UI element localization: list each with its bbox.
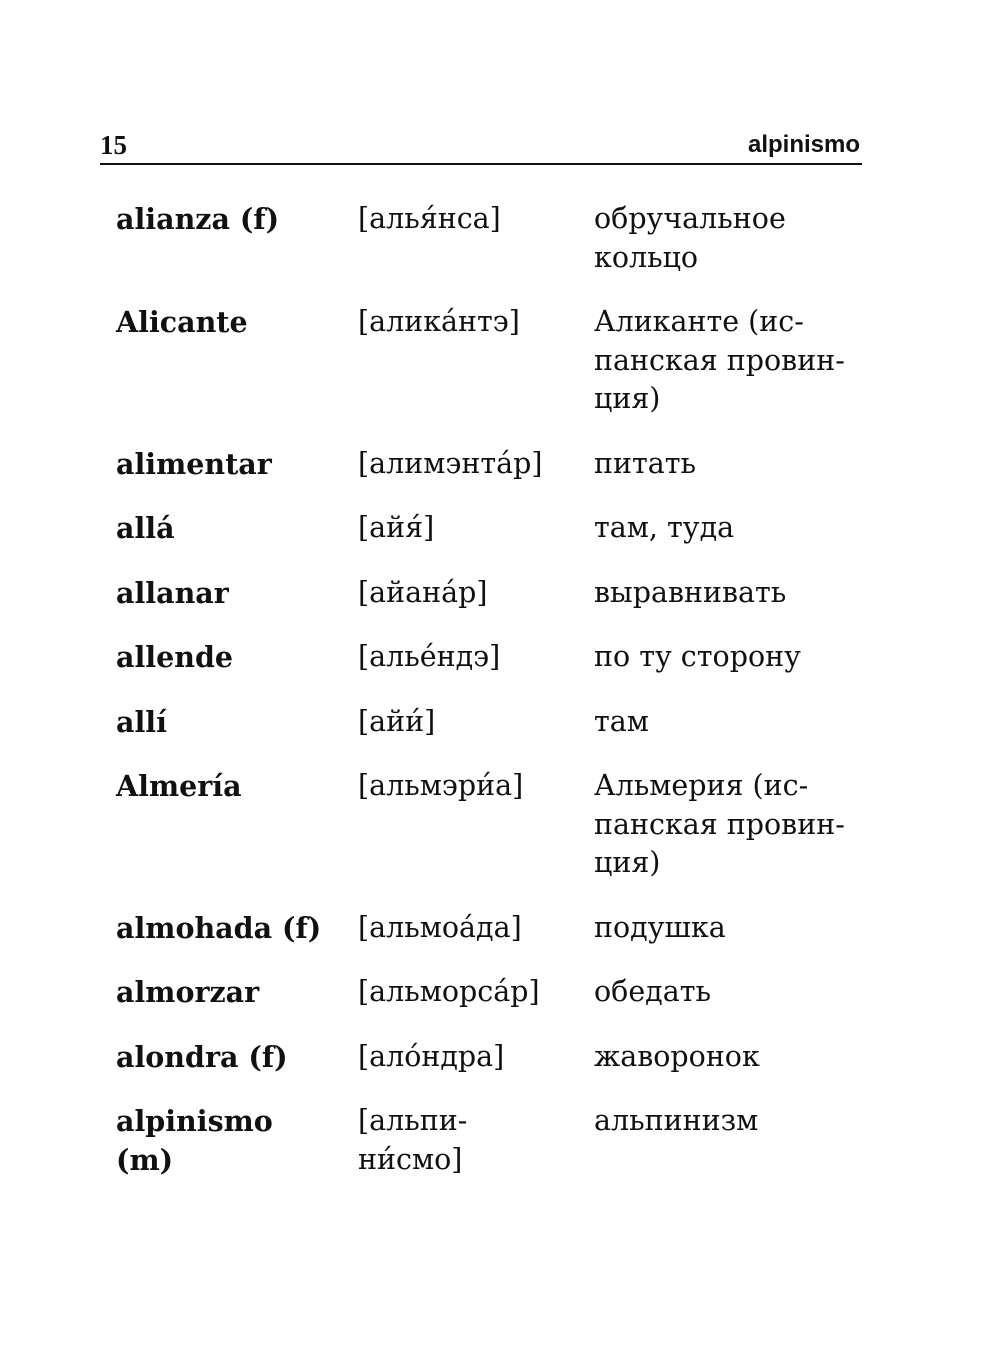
entry-translation: Альмерия (ис- панская провин- ция) [594, 769, 845, 879]
dictionary-entries [116, 200, 876, 1205]
entry-translation: питать [594, 446, 697, 480]
dictionary-entry [116, 973, 876, 1012]
entry-headword: allanar [116, 575, 229, 610]
entry-headword: alimentar [116, 446, 272, 481]
entry-pronunciation: [алье́ндэ] [358, 640, 501, 673]
entry-translation: альпинизм [594, 1104, 759, 1137]
entry-headword: allende [116, 640, 234, 674]
dictionary-entry [116, 638, 876, 677]
dictionary-entry [116, 703, 876, 742]
dictionary-entry [116, 509, 876, 548]
dictionary-entry [116, 1102, 876, 1179]
entry-translation: обручальное кольцо [594, 202, 786, 274]
entry-pronunciation: [айана́р] [358, 575, 488, 609]
entry-headword: allí [116, 704, 167, 739]
entry-translation: выравнивать [594, 575, 787, 609]
entry-pronunciation: [алья́нса] [358, 202, 501, 235]
entry-headword: alondra (f) [116, 1039, 288, 1074]
dictionary-entry [116, 200, 876, 277]
entry-translation: там [594, 704, 649, 738]
dictionary-entry [116, 909, 876, 948]
entry-translation: жаворонок [594, 1039, 760, 1073]
entry-headword: alianza (f) [116, 202, 280, 236]
entry-headword: alpinismo (m) [116, 1104, 273, 1177]
entry-pronunciation: [ало́ндра] [358, 1039, 505, 1073]
entry-headword: Alicante [116, 305, 248, 339]
entry-pronunciation: [айя́] [358, 511, 435, 544]
running-head: alpinismo [747, 131, 860, 158]
entry-translation: подушка [594, 910, 726, 944]
dictionary-entry [116, 1038, 876, 1077]
dictionary-entry [116, 445, 876, 484]
entry-headword: almorzar [116, 975, 260, 1009]
dictionary-entry [116, 767, 876, 883]
entry-translation: Аликанте (ис- панская провин- ция) [594, 305, 845, 415]
entry-pronunciation: [альмоа́да] [358, 910, 522, 944]
entry-headword: almohada (f) [116, 910, 322, 945]
entry-pronunciation: [альпи- ни́смо] [358, 1104, 468, 1176]
dictionary-entry [116, 574, 876, 613]
entry-headword: Almería [116, 769, 242, 803]
entry-pronunciation: [алимэнта́р] [358, 446, 543, 480]
page-number: 15 [100, 130, 127, 160]
dictionary-entry [116, 303, 876, 419]
entry-headword: allá [116, 511, 175, 545]
entry-translation: по ту сторону [594, 640, 801, 673]
entry-pronunciation: [алика́нтэ] [358, 305, 520, 338]
entry-translation: обедать [594, 975, 712, 1008]
entry-pronunciation: [альмэри́а] [358, 769, 524, 802]
entry-pronunciation: [альморса́р] [358, 975, 540, 1008]
entry-pronunciation: [айи́] [358, 704, 436, 738]
entry-translation: там, туда [594, 511, 735, 544]
page-header [100, 128, 862, 165]
